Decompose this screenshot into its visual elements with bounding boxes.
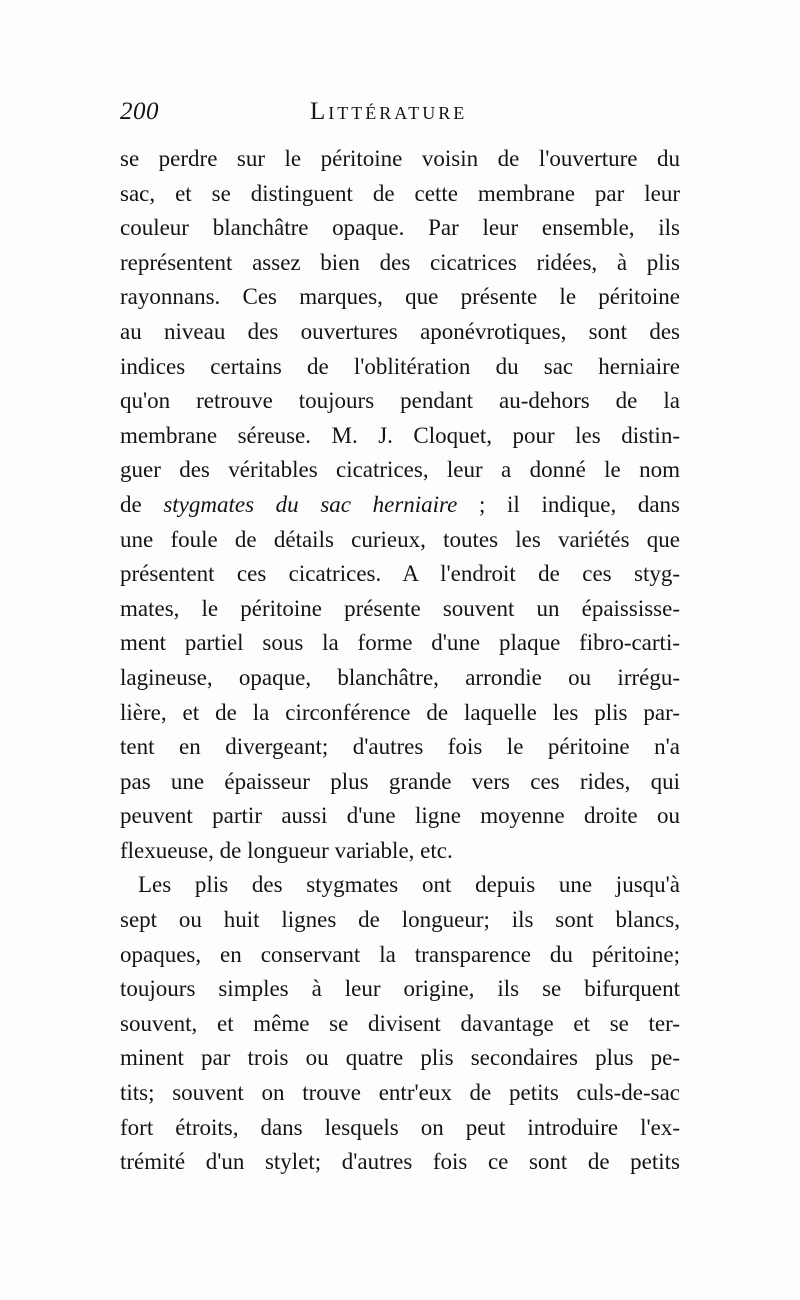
- text-line: fort étroits, dans lesquels on peut introduire l'ex-: [120, 1114, 680, 1140]
- body-text: [120, 142, 680, 1180]
- text-line: sept ou huit lignes de longueur; ils sont blancs,: [120, 907, 680, 933]
- text-line: souvent, et même se divisent davantage et se ter-: [120, 1010, 680, 1036]
- text-line: toujours simples à leur origine, ils se bifurquent: [120, 976, 680, 1002]
- text-line: lagineuse, opaque, blanchâtre, arrondie ou irrégu-: [120, 664, 680, 690]
- text-line: au niveau des ouvertures aponévrotiques, sont des: [120, 318, 680, 344]
- text-line: se perdre sur le péritoine voisin de l'ouverture du: [120, 146, 680, 171]
- italic-term: stygmates du sac herniaire: [163, 491, 458, 517]
- text-line: ment partiel sous la forme d'une plaque fibro-carti-: [120, 630, 680, 656]
- text-line: de stygmates du sac herniaire ; il indique, dans: [120, 491, 680, 517]
- text-line: opaques, en conservant la transparence du péritoine;: [120, 941, 680, 967]
- text-line: tits; souvent on trouve entr'eux de petits culs-de-sac: [120, 1080, 680, 1106]
- text-line: tent en divergeant; d'autres fois le péritoine n'a: [120, 734, 680, 760]
- text-line: membrane séreuse. M. J. Cloquet, pour les distin-: [120, 422, 680, 448]
- text-line: mates, le péritoine présente souvent un épaississe-: [120, 595, 680, 621]
- text-line: couleur blanchâtre opaque. Par leur ensemble, ils: [120, 215, 680, 241]
- text-line: présentent ces cicatrices. A l'endroit de ces styg-: [120, 561, 680, 587]
- text-line: qu'on retrouve toujours pendant au-dehors de la: [120, 388, 680, 414]
- text-line: indices certains de l'oblitération du sac herniaire: [120, 353, 680, 379]
- running-title: Littérature: [310, 98, 468, 125]
- text-line: lière, et de la circonférence de laquelle les plis par-: [120, 699, 680, 725]
- page-header: [120, 98, 680, 128]
- page-number: 200: [120, 98, 159, 125]
- text-line: minent par trois ou quatre plis secondaires plus pe-: [120, 1045, 680, 1071]
- text-line: sac, et se distinguent de cette membrane par leur: [120, 180, 680, 206]
- text-line: trémité d'un stylet; d'autres fois ce sont de petits: [120, 1149, 680, 1175]
- text-line: guer des véritables cicatrices, leur a donné le nom: [120, 457, 680, 483]
- paragraph-start-line: Les plis des stygmates ont depuis une jusqu'à: [138, 872, 680, 898]
- text-line: une foule de détails curieux, toutes les variétés que: [120, 526, 680, 552]
- paragraph-end-line: flexueuse, de longueur variable, etc.: [120, 837, 453, 863]
- text-line: peuvent partir aussi d'une ligne moyenne droite ou: [120, 803, 680, 829]
- text-line: représentent assez bien des cicatrices ridées, à plis: [120, 249, 680, 275]
- text-line: rayonnans. Ces marques, que présente le péritoine: [120, 284, 680, 310]
- text-line: pas une épaisseur plus grande vers ces rides, qui: [120, 768, 680, 794]
